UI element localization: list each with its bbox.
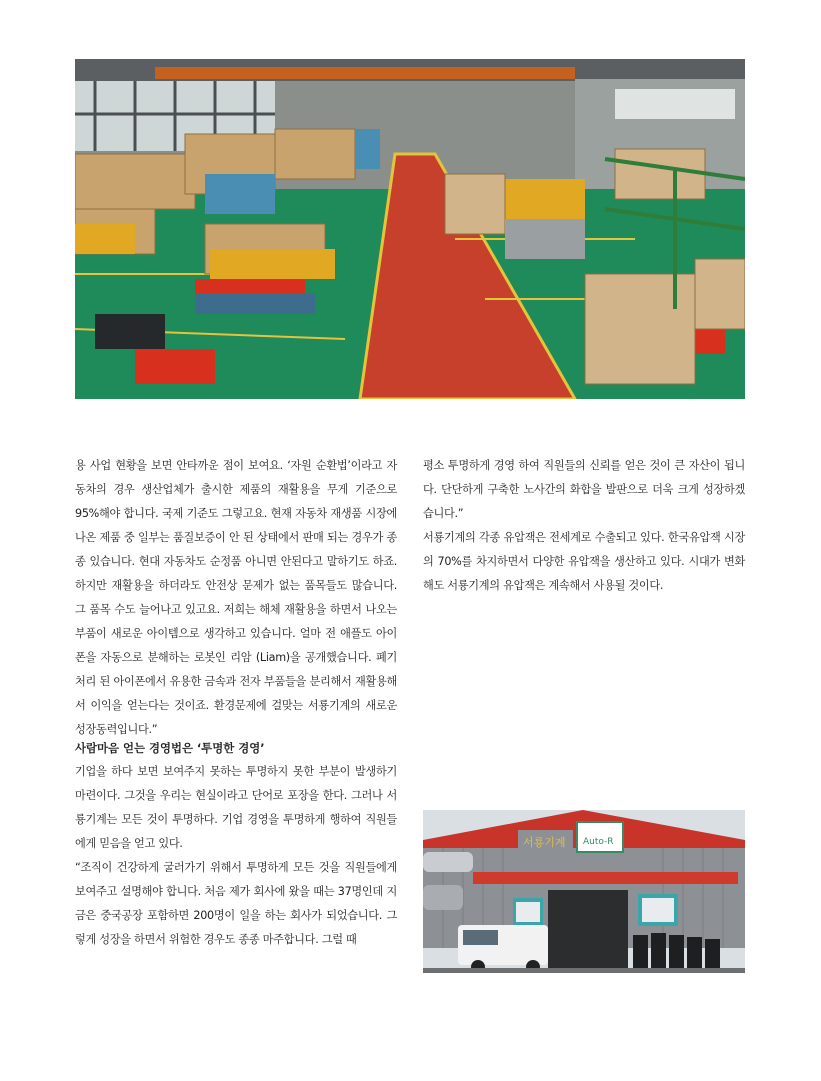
- section-heading: 사람마음 얻는 경영법은 ‘투명한 경영’: [75, 741, 265, 755]
- left-column-paragraph: 용 사업 현황을 보면 안타까운 점이 보여요. ‘자원 순환법’이라고 자동차의 경우 생산업체가 출시한 제품의 재활용을 무게 기준으로 95%해야 합니다. 국제 기준도 그렇고요. 현재 자동차 재생품 시장에 나온 제품 중 일부는 품질보증이 안 된 상태에서 판매 되는 경우가 종종 있습니다. 현대 자동차도 순정품 아니면 안된다고 말하기도 하죠. 하지만 재활용을 하더라도 안전상 문제가 없는 품목들도 많습니다. 그 품목 수도 늘어나고 있고요. 저희는 해체 재활용을 하면서 나오는 부품이 새로운 아이템으로 생각하고 있습니다. 얼마 전 애플도 아이폰을 자동으로 분해하는 로봇인 리암 (Liam)을 공개했습니다. 폐기처리 된 아이폰에서 유용한 금속과 전자 부품들을 분리해서 재활용해서 이익을 얻는다는 것이죠. 환경문제에 걸맞는 서룡기계의 새로운 성장동력입니다.”: [75, 459, 397, 736]
- factory-building-photo: [423, 810, 745, 973]
- right-column-paragraph: 서룡기계의 각종 유압잭은 전세계로 수출되고 있다. 한국유압잭 시장의 70%를 차지하면서 다양한 유압잭을 생산하고 있다. 시대가 변화해도 서룡기계의 유압잭은 계속해서 사용될 것이다.: [423, 531, 745, 592]
- right-column-paragraph: 평소 투명하게 경영 하여 직원들의 신뢰를 얻은 것이 큰 자산이 됩니다. 단단하게 구축한 노사간의 화합을 발판으로 더욱 크게 성장하겠습니다.”: [423, 459, 745, 520]
- right-column: [423, 454, 745, 598]
- left-column-section: [75, 760, 397, 952]
- section-paragraph: 기업을 하다 보면 보여주지 못하는 투명하지 못한 부분이 발생하기 마련이다. 그것을 우리는 현실이라고 단어로 포장을 한다. 그러나 서룡기계는 모든 것이 투명하다. 기업 경영을 투명하게 행하여 직원들에게 믿음을 얻고 있다.: [75, 765, 397, 850]
- left-column: [75, 454, 397, 742]
- building-brand-text: Auto-R: [583, 837, 614, 847]
- warehouse-photo: [75, 59, 745, 399]
- building-sign-text: 서룡기계: [523, 836, 566, 849]
- section-paragraph: “조직이 건강하게 굴러가기 위해서 투명하게 모든 것을 직원들에게 보여주고 설명해야 합니다. 처음 제가 회사에 왔을 때는 37명인데 지금은 중국공장 포함하면 200명이 일을 하는 회사가 되었습니다. 그렇게 성장을 하면서 위험한 경우도 종종 마주합니다. 그럴 때: [75, 861, 397, 946]
